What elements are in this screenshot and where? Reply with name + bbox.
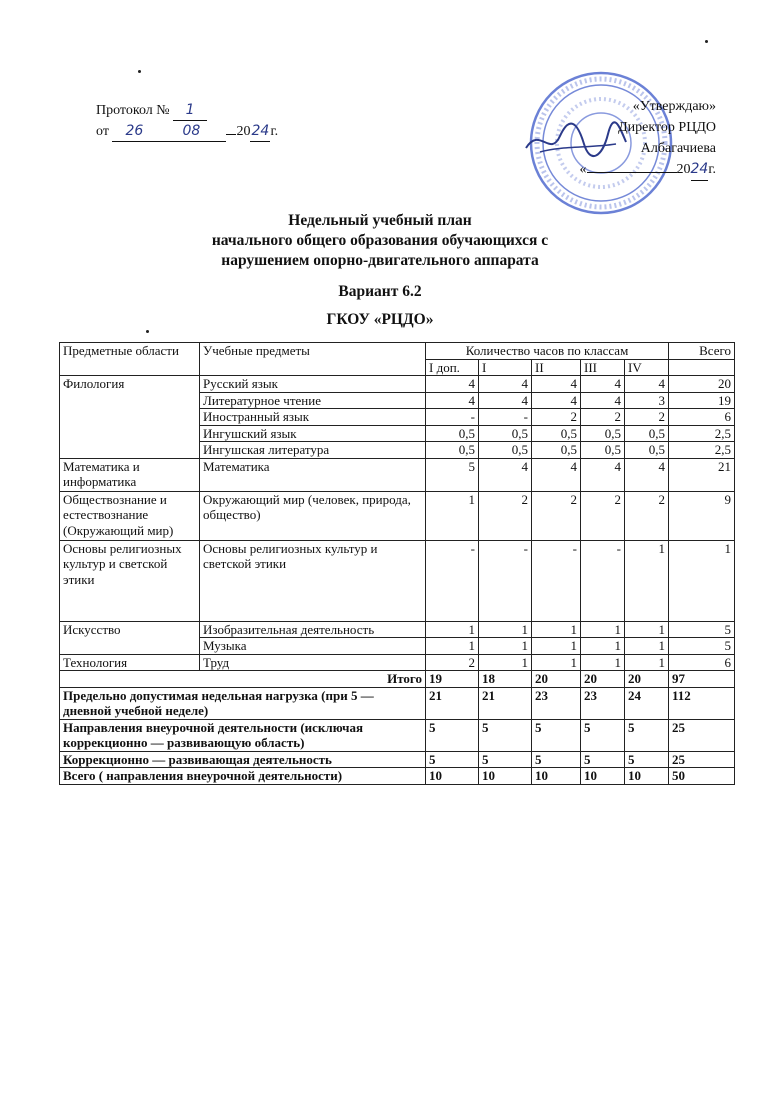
hours-cell: 4	[479, 376, 532, 393]
header-hours: Количество часов по классам	[426, 343, 669, 360]
hours-cell: 2	[479, 491, 532, 540]
protocol-block	[96, 100, 278, 142]
hours-cell: 4	[426, 376, 479, 393]
plan-title-line3: нарушением опорно-двигательного аппарата	[221, 252, 539, 269]
approval-block	[540, 96, 716, 181]
protocol-date-line	[96, 121, 278, 142]
total-cell: 6	[669, 654, 735, 671]
total-cell: 19	[669, 392, 735, 409]
protocol-from-label: от	[96, 124, 109, 139]
summary-total: 112	[669, 687, 735, 719]
hours-cell: 4	[581, 376, 625, 393]
hours-cell: 4	[532, 376, 581, 393]
hours-cell: 1	[479, 621, 532, 638]
summary-cell: 5	[625, 751, 669, 768]
subject-cell: Окружающий мир (человек, природа, общество)	[200, 491, 426, 540]
hours-cell: 4	[532, 392, 581, 409]
summary-label: Коррекционно — развивающая деятельность	[60, 751, 426, 768]
summary-label: Направления внеурочной деятельности (исключая коррекционно — развивающую область)	[60, 719, 426, 751]
total-cell: 6	[669, 409, 735, 426]
subject-cell: Математика	[200, 458, 426, 491]
area-cell: Искусство	[60, 621, 200, 654]
summary-row	[60, 719, 735, 751]
itogo-cell: 20	[581, 671, 625, 688]
summary-cell: 5	[479, 719, 532, 751]
hours-cell: 4	[581, 458, 625, 491]
hours-cell: 2	[625, 491, 669, 540]
summary-cell: 10	[426, 768, 479, 785]
subject-cell: Литературное чтение	[200, 392, 426, 409]
hours-cell: 1	[625, 621, 669, 638]
summary-cell: 5	[426, 751, 479, 768]
hours-cell: 2	[426, 654, 479, 671]
hours-cell: 0,5	[479, 425, 532, 442]
summary-cell: 23	[532, 687, 581, 719]
subject-cell: Музыка	[200, 638, 426, 655]
summary-cell: 5	[581, 751, 625, 768]
hours-cell: 4	[532, 458, 581, 491]
header-area: Предметные области	[60, 343, 200, 376]
hours-cell: 5	[426, 458, 479, 491]
hours-cell: 0,5	[625, 442, 669, 459]
summary-cell: 5	[426, 719, 479, 751]
hours-cell: 2	[532, 491, 581, 540]
total-cell: 20	[669, 376, 735, 393]
total-cell: 2,5	[669, 425, 735, 442]
protocol-year-end: г.	[270, 124, 279, 139]
area-cell: Технология	[60, 654, 200, 671]
protocol-day: 26	[112, 121, 156, 142]
hours-cell: 4	[625, 458, 669, 491]
summary-cell: 5	[479, 751, 532, 768]
summary-total: 50	[669, 768, 735, 785]
hours-cell: 1	[532, 638, 581, 655]
header-grade-4: IV	[625, 359, 669, 376]
subject-cell: Труд	[200, 654, 426, 671]
protocol-year: 24	[250, 121, 270, 142]
header-total: Всего	[669, 343, 735, 360]
table-header-row	[60, 343, 735, 360]
summary-cell: 23	[581, 687, 625, 719]
summary-cell: 10	[479, 768, 532, 785]
approval-director-name: Албагачиева	[640, 141, 716, 156]
summary-label: Предельно допустимая недельная нагрузка (при 5 — дневной учебной неделе)	[60, 687, 426, 719]
summary-cell: 5	[532, 751, 581, 768]
hours-cell: 4	[479, 458, 532, 491]
hours-cell: 1	[426, 638, 479, 655]
summary-label: Всего ( направления внеурочной деятельности)	[60, 768, 426, 785]
summary-row	[60, 768, 735, 785]
hours-cell: -	[532, 540, 581, 621]
protocol-month: 08	[156, 121, 226, 142]
hours-cell: 1	[581, 638, 625, 655]
total-cell: 2,5	[669, 442, 735, 459]
summary-cell: 5	[625, 719, 669, 751]
hours-cell: 0,5	[625, 425, 669, 442]
hours-cell: 0,5	[581, 442, 625, 459]
table-row	[60, 491, 735, 540]
summary-cell: 21	[426, 687, 479, 719]
itogo-cell: 19	[426, 671, 479, 688]
subject-cell: Ингушская литература	[200, 442, 426, 459]
table-row	[60, 376, 735, 393]
total-cell: 21	[669, 458, 735, 491]
hours-cell: 0,5	[532, 442, 581, 459]
hours-cell: -	[479, 409, 532, 426]
itogo-cell: 20	[532, 671, 581, 688]
hours-cell: -	[479, 540, 532, 621]
subject-cell: Русский язык	[200, 376, 426, 393]
table-row	[60, 540, 735, 621]
header-subject: Учебные предметы	[200, 343, 426, 376]
hours-cell: 2	[532, 409, 581, 426]
protocol-year-prefix: 20	[236, 124, 251, 139]
curriculum-table	[59, 342, 735, 785]
hours-cell: 1	[625, 654, 669, 671]
plan-title-line1: Недельный учебный план	[288, 212, 472, 229]
hours-cell: 1	[532, 621, 581, 638]
summary-row	[60, 751, 735, 768]
summary-total: 25	[669, 719, 735, 751]
itogo-row	[60, 671, 735, 688]
hours-cell: -	[426, 409, 479, 426]
hours-cell: 2	[625, 409, 669, 426]
protocol-label: Протокол №	[96, 103, 170, 118]
scan-speck	[705, 40, 708, 43]
summary-cell: 21	[479, 687, 532, 719]
hours-cell: 4	[625, 376, 669, 393]
hours-cell: 1	[625, 638, 669, 655]
approval-position: Директор РЦДО	[618, 120, 716, 135]
area-cell: Математика и информатика	[60, 458, 200, 491]
summary-row	[60, 687, 735, 719]
hours-cell: -	[426, 540, 479, 621]
hours-cell: 0,5	[581, 425, 625, 442]
plan-title-line2: начального общего образования обучающихся с	[211, 232, 549, 249]
subject-cell: Иностранный язык	[200, 409, 426, 426]
header-grade-1: I	[479, 359, 532, 376]
total-cell: 5	[669, 638, 735, 655]
scan-speck	[146, 330, 149, 333]
area-cell: Обществознание и естествознание (Окружающий мир)	[60, 491, 200, 540]
header-grade-3: III	[581, 359, 625, 376]
summary-cell: 10	[532, 768, 581, 785]
header-grade-0: I доп.	[426, 359, 479, 376]
total-cell: 9	[669, 491, 735, 540]
hours-cell: 0,5	[426, 425, 479, 442]
summary-cell: 24	[625, 687, 669, 719]
itogo-cell: 18	[479, 671, 532, 688]
hours-cell: 0,5	[479, 442, 532, 459]
summary-total: 25	[669, 751, 735, 768]
hours-cell: -	[581, 540, 625, 621]
hours-cell: 1	[479, 638, 532, 655]
summary-cell: 5	[532, 719, 581, 751]
plan-variant: Вариант 6.2	[338, 283, 422, 300]
table-row	[60, 654, 735, 671]
approval-title: «Утверждаю»	[632, 99, 716, 114]
subject-cell: Ингушский язык	[200, 425, 426, 442]
scan-speck	[138, 70, 141, 73]
summary-cell: 10	[581, 768, 625, 785]
hours-cell: 4	[581, 392, 625, 409]
table-row	[60, 458, 735, 491]
total-cell: 1	[669, 540, 735, 621]
subject-cell: Основы религиозных культур и светской этики	[200, 540, 426, 621]
summary-cell: 5	[581, 719, 625, 751]
itogo-total: 97	[669, 671, 735, 688]
area-cell: Филология	[60, 376, 200, 459]
hours-cell: 2	[581, 491, 625, 540]
header-total-blank	[669, 359, 735, 376]
total-cell: 5	[669, 621, 735, 638]
header-grade-2: II	[532, 359, 581, 376]
hours-cell: 1	[426, 621, 479, 638]
school-name: ГКОУ «РЦДО»	[326, 311, 434, 328]
table-row	[60, 621, 735, 638]
hours-cell: 4	[479, 392, 532, 409]
approval-date: « 2024г.	[540, 159, 716, 181]
hours-cell: 1	[581, 621, 625, 638]
subject-cell: Изобразительная деятельность	[200, 621, 426, 638]
itogo-cell: 20	[625, 671, 669, 688]
area-cell: Основы религиозных культур и светской этики	[60, 540, 200, 621]
hours-cell: 1	[426, 491, 479, 540]
protocol-number-line	[96, 100, 278, 121]
hours-cell: 0,5	[426, 442, 479, 459]
itogo-label: Итого	[60, 671, 426, 688]
hours-cell: 1	[625, 540, 669, 621]
hours-cell: 2	[581, 409, 625, 426]
hours-cell: 3	[625, 392, 669, 409]
hours-cell: 1	[532, 654, 581, 671]
hours-cell: 1	[581, 654, 625, 671]
summary-cell: 10	[625, 768, 669, 785]
hours-cell: 1	[479, 654, 532, 671]
hours-cell: 0,5	[532, 425, 581, 442]
hours-cell: 4	[426, 392, 479, 409]
protocol-number: 1	[173, 100, 207, 121]
